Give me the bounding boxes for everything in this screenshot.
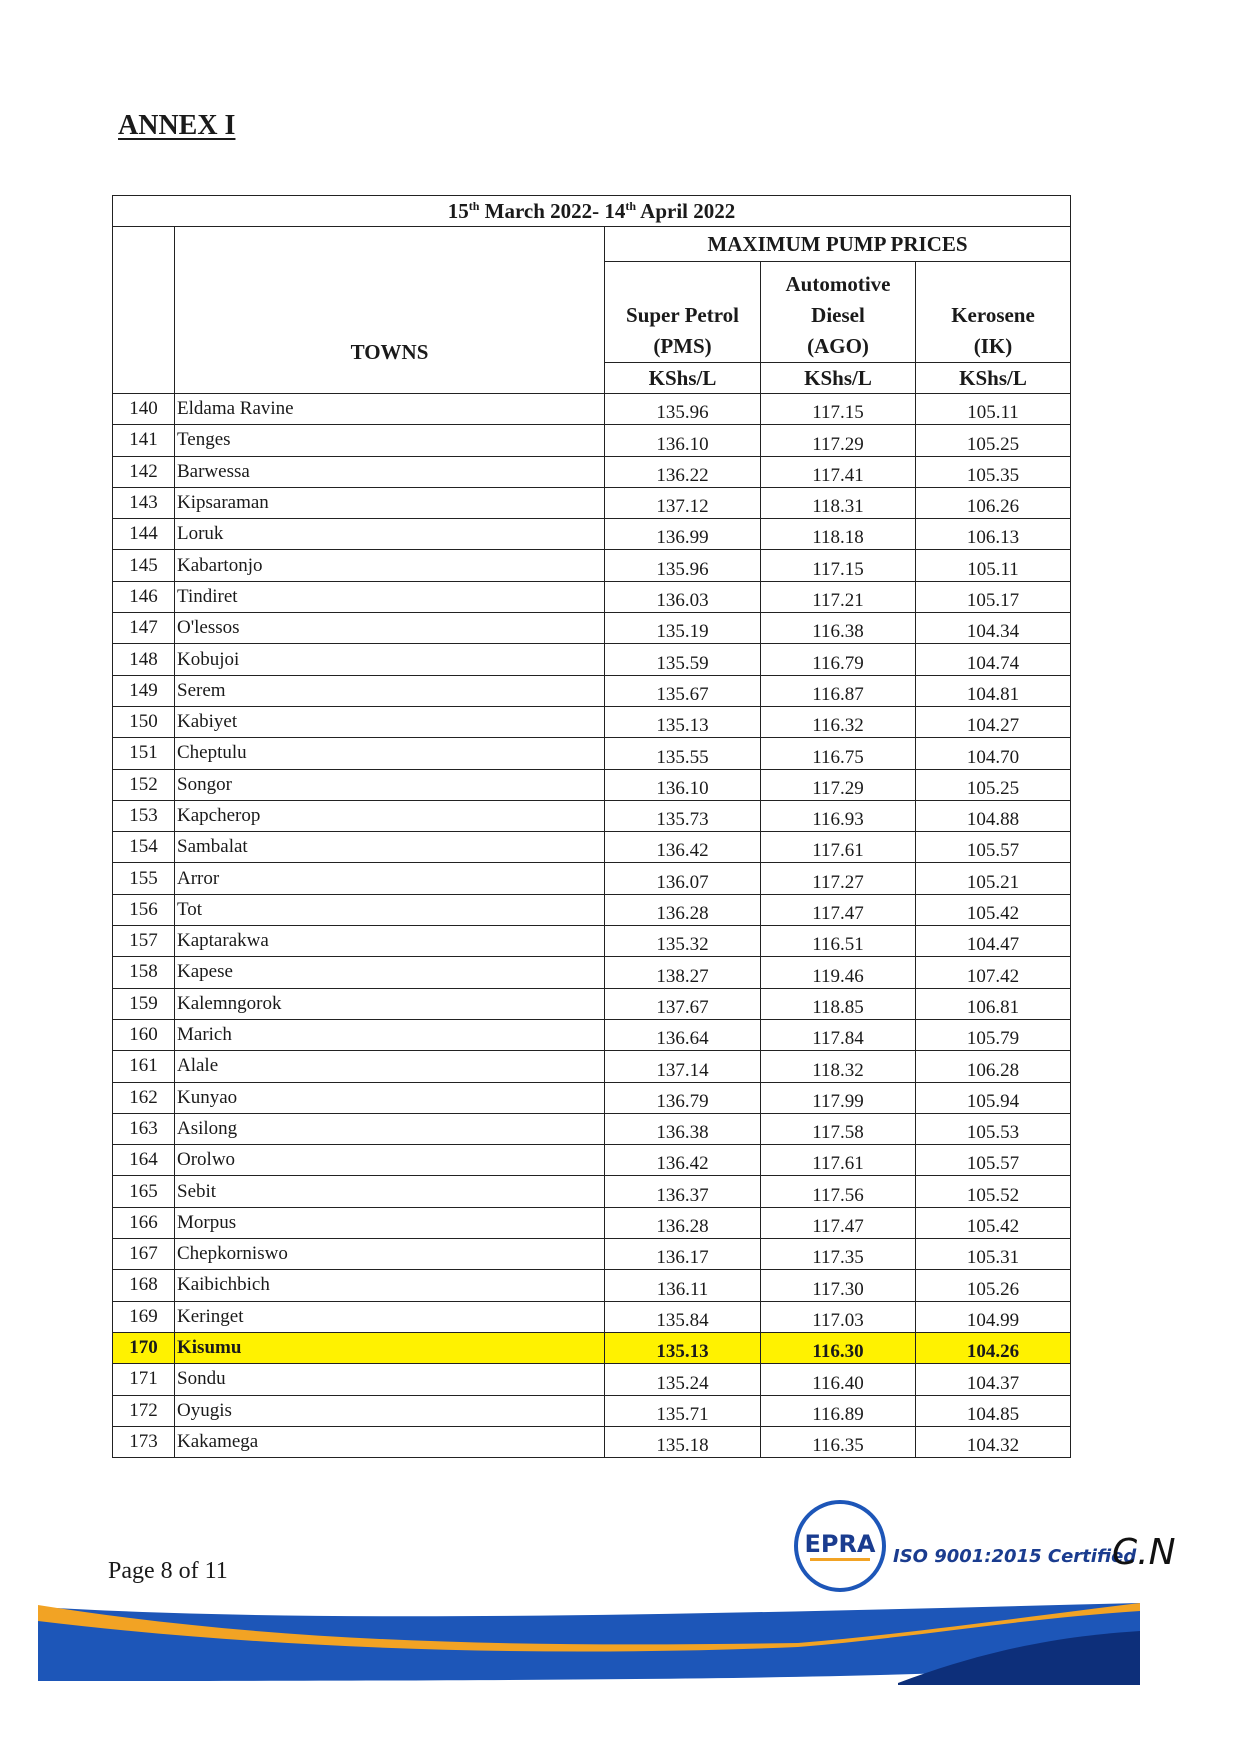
ik-price: 104.85	[916, 1395, 1071, 1426]
pms-price: 137.67	[605, 988, 761, 1019]
row-number: 173	[113, 1426, 175, 1457]
table-row	[113, 706, 1071, 737]
pms-price: 136.10	[605, 769, 761, 800]
table-row	[113, 1145, 1071, 1176]
table-row	[113, 1207, 1071, 1238]
ago-price: 117.61	[761, 832, 916, 863]
ago-price: 117.03	[761, 1301, 916, 1332]
pms-price: 135.67	[605, 675, 761, 706]
row-number: 166	[113, 1207, 175, 1238]
town-name: Kisumu	[175, 1332, 605, 1363]
town-name: Kapcherop	[175, 800, 605, 831]
town-name: Barwessa	[175, 456, 605, 487]
ik-price: 105.11	[916, 394, 1071, 425]
row-number: 158	[113, 957, 175, 988]
table-row	[113, 988, 1071, 1019]
pms-price: 138.27	[605, 957, 761, 988]
number-column-header	[113, 227, 175, 394]
row-number: 153	[113, 800, 175, 831]
table-row	[113, 581, 1071, 612]
ik-price: 105.57	[916, 832, 1071, 863]
ago-price: 118.32	[761, 1051, 916, 1082]
table-row	[113, 1082, 1071, 1113]
ago-price: 116.35	[761, 1426, 916, 1457]
page-number: Page 8 of 11	[108, 1558, 228, 1584]
pms-price: 135.59	[605, 644, 761, 675]
pms-price: 136.42	[605, 832, 761, 863]
ago-price: 117.15	[761, 394, 916, 425]
ago-price: 117.56	[761, 1176, 916, 1207]
town-name: Kalemngorok	[175, 988, 605, 1019]
table-row	[113, 1176, 1071, 1207]
ik-price: 105.35	[916, 456, 1071, 487]
towns-header: TOWNS	[175, 227, 605, 394]
table-row	[113, 738, 1071, 769]
town-name: O'lessos	[175, 613, 605, 644]
row-number: 142	[113, 456, 175, 487]
row-number: 147	[113, 613, 175, 644]
ago-price: 116.38	[761, 613, 916, 644]
table-row	[113, 1113, 1071, 1144]
town-name: Chepkorniswo	[175, 1239, 605, 1270]
ik-price: 105.57	[916, 1145, 1071, 1176]
table-row	[113, 1364, 1071, 1395]
pms-unit: KShs/L	[605, 363, 761, 394]
ik-unit: KShs/L	[916, 363, 1071, 394]
signature-initials: C.N	[1112, 1532, 1176, 1573]
row-number: 168	[113, 1270, 175, 1301]
ago-price: 117.99	[761, 1082, 916, 1113]
pms-price: 137.12	[605, 487, 761, 518]
row-number: 150	[113, 706, 175, 737]
town-name: Kipsaraman	[175, 487, 605, 518]
ago-price: 116.87	[761, 675, 916, 706]
epra-logo-icon	[792, 1498, 888, 1594]
row-number: 148	[113, 644, 175, 675]
row-number: 149	[113, 675, 175, 706]
ago-price: 116.40	[761, 1364, 916, 1395]
pms-price: 136.22	[605, 456, 761, 487]
table-row	[113, 926, 1071, 957]
row-number: 159	[113, 988, 175, 1019]
pms-price: 136.37	[605, 1176, 761, 1207]
ik-price: 104.74	[916, 644, 1071, 675]
ik-price: 104.81	[916, 675, 1071, 706]
table-row	[113, 394, 1071, 425]
table-row	[113, 1395, 1071, 1426]
pms-price: 136.11	[605, 1270, 761, 1301]
row-number: 156	[113, 894, 175, 925]
ik-price: 105.42	[916, 894, 1071, 925]
ago-header: Automotive Diesel (AGO)	[761, 262, 916, 363]
pms-price: 135.19	[605, 613, 761, 644]
period-header: 15th March 2022- 14th April 2022	[113, 196, 1071, 227]
row-number: 143	[113, 487, 175, 518]
pms-price: 136.10	[605, 425, 761, 456]
ik-price: 104.88	[916, 800, 1071, 831]
pms-price: 135.71	[605, 1395, 761, 1426]
ago-price: 117.41	[761, 456, 916, 487]
row-number: 162	[113, 1082, 175, 1113]
ago-price: 117.84	[761, 1019, 916, 1050]
pms-price: 136.64	[605, 1019, 761, 1050]
pms-price: 136.28	[605, 1207, 761, 1238]
pms-price: 135.84	[605, 1301, 761, 1332]
ik-header: Kerosene (IK)	[916, 262, 1071, 363]
table-row	[113, 1270, 1071, 1301]
table-row	[113, 832, 1071, 863]
town-name: Loruk	[175, 519, 605, 550]
row-number: 169	[113, 1301, 175, 1332]
town-name: Sebit	[175, 1176, 605, 1207]
town-name: Tot	[175, 894, 605, 925]
ik-price: 105.94	[916, 1082, 1071, 1113]
table-row	[113, 1051, 1071, 1082]
row-number: 157	[113, 926, 175, 957]
row-number: 144	[113, 519, 175, 550]
town-name: Kabiyet	[175, 706, 605, 737]
town-name: Cheptulu	[175, 738, 605, 769]
ago-price: 116.93	[761, 800, 916, 831]
row-number: 170	[113, 1332, 175, 1363]
ik-price: 104.27	[916, 706, 1071, 737]
pms-price: 135.96	[605, 394, 761, 425]
row-number: 171	[113, 1364, 175, 1395]
table-row	[113, 613, 1071, 644]
town-name: Songor	[175, 769, 605, 800]
town-name: Morpus	[175, 1207, 605, 1238]
pms-price: 135.55	[605, 738, 761, 769]
table-row	[113, 456, 1071, 487]
row-number: 165	[113, 1176, 175, 1207]
table-row	[113, 1426, 1071, 1457]
table-row	[113, 769, 1071, 800]
ik-price: 104.37	[916, 1364, 1071, 1395]
row-number: 160	[113, 1019, 175, 1050]
ik-price: 105.25	[916, 769, 1071, 800]
row-number: 167	[113, 1239, 175, 1270]
ik-price: 105.25	[916, 425, 1071, 456]
footer-band	[38, 1585, 1140, 1685]
town-name: Eldama Ravine	[175, 394, 605, 425]
ago-price: 118.31	[761, 487, 916, 518]
table-row	[113, 675, 1071, 706]
ik-price: 104.34	[916, 613, 1071, 644]
ago-price: 117.47	[761, 894, 916, 925]
pms-price: 135.13	[605, 706, 761, 737]
table-row	[113, 487, 1071, 518]
row-number: 151	[113, 738, 175, 769]
table-row	[113, 1019, 1071, 1050]
pms-price: 137.14	[605, 1051, 761, 1082]
ik-price: 104.47	[916, 926, 1071, 957]
ago-price: 117.58	[761, 1113, 916, 1144]
town-name: Tindiret	[175, 581, 605, 612]
row-number: 140	[113, 394, 175, 425]
ik-price: 104.70	[916, 738, 1071, 769]
pms-price: 136.03	[605, 581, 761, 612]
ik-price: 106.28	[916, 1051, 1071, 1082]
row-number: 163	[113, 1113, 175, 1144]
ago-price: 116.79	[761, 644, 916, 675]
ago-price: 117.15	[761, 550, 916, 581]
row-number: 145	[113, 550, 175, 581]
town-name: Tenges	[175, 425, 605, 456]
table-row	[113, 957, 1071, 988]
town-name: Serem	[175, 675, 605, 706]
table-row	[113, 1332, 1071, 1363]
town-name: Kobujoi	[175, 644, 605, 675]
ik-price: 105.79	[916, 1019, 1071, 1050]
town-name: Asilong	[175, 1113, 605, 1144]
ago-price: 119.46	[761, 957, 916, 988]
town-name: Alale	[175, 1051, 605, 1082]
pms-price: 136.99	[605, 519, 761, 550]
town-name: Kunyao	[175, 1082, 605, 1113]
row-number: 141	[113, 425, 175, 456]
row-number: 152	[113, 769, 175, 800]
ik-price: 106.26	[916, 487, 1071, 518]
row-number: 155	[113, 863, 175, 894]
pms-price: 136.07	[605, 863, 761, 894]
table-row	[113, 425, 1071, 456]
pms-price: 135.73	[605, 800, 761, 831]
ago-price: 116.32	[761, 706, 916, 737]
ik-price: 105.26	[916, 1270, 1071, 1301]
ik-price: 106.81	[916, 988, 1071, 1019]
town-name: Keringet	[175, 1301, 605, 1332]
town-name: Orolwo	[175, 1145, 605, 1176]
ago-price: 117.30	[761, 1270, 916, 1301]
table-row	[113, 1239, 1071, 1270]
ik-price: 104.26	[916, 1332, 1071, 1363]
pms-price: 136.17	[605, 1239, 761, 1270]
pms-price: 136.79	[605, 1082, 761, 1113]
pms-price: 135.24	[605, 1364, 761, 1395]
ago-price: 118.18	[761, 519, 916, 550]
pms-price: 135.18	[605, 1426, 761, 1457]
pms-price: 135.13	[605, 1332, 761, 1363]
pms-price: 135.32	[605, 926, 761, 957]
town-name: Sondu	[175, 1364, 605, 1395]
row-number: 146	[113, 581, 175, 612]
svg-text:EPRA: EPRA	[804, 1530, 876, 1558]
town-name: Kaibichbich	[175, 1270, 605, 1301]
table-row	[113, 550, 1071, 581]
town-name: Marich	[175, 1019, 605, 1050]
town-name: Sambalat	[175, 832, 605, 863]
ago-price: 117.27	[761, 863, 916, 894]
ik-price: 106.13	[916, 519, 1071, 550]
row-number: 172	[113, 1395, 175, 1426]
ago-price: 117.29	[761, 425, 916, 456]
table-row	[113, 519, 1071, 550]
ago-price: 117.21	[761, 581, 916, 612]
table-row	[113, 863, 1071, 894]
row-number: 161	[113, 1051, 175, 1082]
table-row	[113, 644, 1071, 675]
town-name: Kakamega	[175, 1426, 605, 1457]
pms-price: 136.42	[605, 1145, 761, 1176]
town-name: Kapese	[175, 957, 605, 988]
ik-price: 107.42	[916, 957, 1071, 988]
town-name: Arror	[175, 863, 605, 894]
ik-price: 105.52	[916, 1176, 1071, 1207]
pms-price: 136.28	[605, 894, 761, 925]
ik-price: 105.21	[916, 863, 1071, 894]
pump-prices-table	[112, 195, 1071, 1458]
page-title: ANNEX I	[118, 110, 236, 141]
ik-price: 104.99	[916, 1301, 1071, 1332]
ago-price: 116.51	[761, 926, 916, 957]
ago-price: 117.29	[761, 769, 916, 800]
iso-certification: ISO 9001:2015 Certified	[893, 1546, 1137, 1567]
ago-price: 116.30	[761, 1332, 916, 1363]
ago-price: 116.89	[761, 1395, 916, 1426]
pms-price: 136.38	[605, 1113, 761, 1144]
town-name: Kaptarakwa	[175, 926, 605, 957]
ago-price: 117.35	[761, 1239, 916, 1270]
max-pump-prices-header: MAXIMUM PUMP PRICES	[605, 227, 1071, 262]
pms-price: 135.96	[605, 550, 761, 581]
row-number: 154	[113, 832, 175, 863]
table-row	[113, 800, 1071, 831]
ik-price: 104.32	[916, 1426, 1071, 1457]
pms-header: Super Petrol (PMS)	[605, 262, 761, 363]
row-number: 164	[113, 1145, 175, 1176]
ik-price: 105.42	[916, 1207, 1071, 1238]
ik-price: 105.11	[916, 550, 1071, 581]
town-name: Oyugis	[175, 1395, 605, 1426]
ago-price: 118.85	[761, 988, 916, 1019]
table-row	[113, 894, 1071, 925]
town-name: Kabartonjo	[175, 550, 605, 581]
ago-price: 117.47	[761, 1207, 916, 1238]
ago-price: 117.61	[761, 1145, 916, 1176]
ago-unit: KShs/L	[761, 363, 916, 394]
ik-price: 105.17	[916, 581, 1071, 612]
ik-price: 105.31	[916, 1239, 1071, 1270]
ago-price: 116.75	[761, 738, 916, 769]
table-row	[113, 1301, 1071, 1332]
ik-price: 105.53	[916, 1113, 1071, 1144]
